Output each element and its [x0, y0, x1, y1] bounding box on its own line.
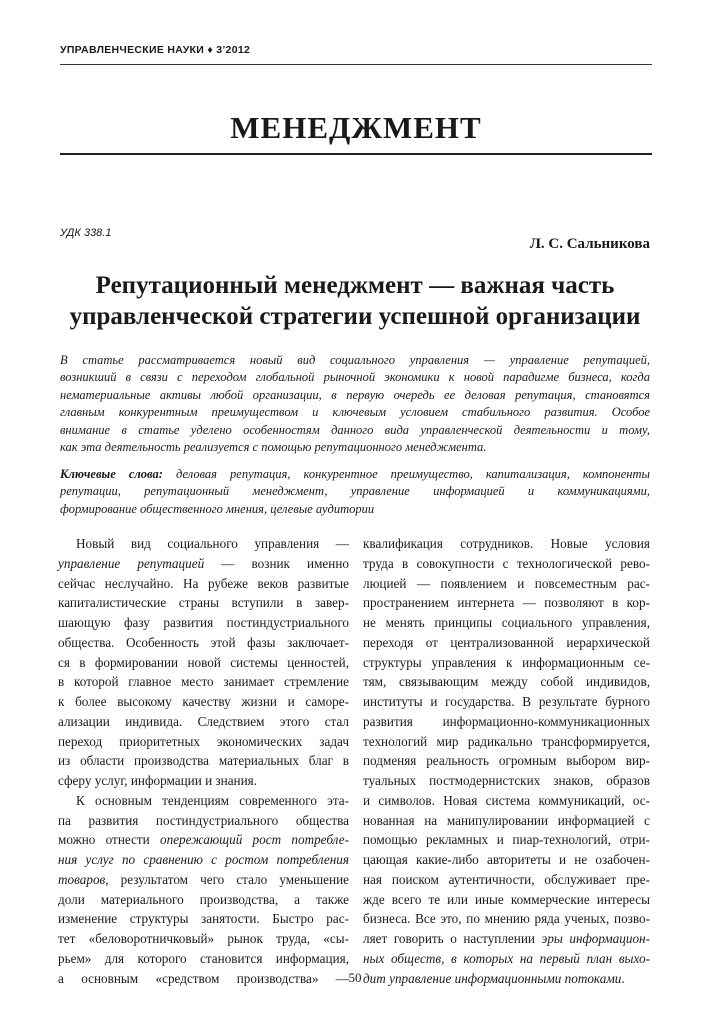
- abstract-line: как эта деятельность реализуется с помощью репутационного менеджмента.: [60, 440, 487, 455]
- body-text-line: [58, 811, 349, 831]
- body-text-line: [363, 771, 650, 791]
- body-text-line: [363, 692, 650, 712]
- body-text-line: [363, 850, 650, 870]
- body-text: ся в формировании новой системы ценностей,: [58, 654, 349, 670]
- body-text-line: [58, 751, 349, 771]
- running-head: УПРАВЛЕНЧЕСКИЕ НАУКИ ♦ 3’2012: [60, 44, 251, 56]
- body-text-line: [363, 791, 650, 811]
- section-rule: [60, 153, 652, 155]
- body-text: институты и государства. В результате бурного: [363, 694, 650, 709]
- body-text: технологий мир радикально трансформируется,: [363, 733, 650, 749]
- body-column-right: [363, 534, 650, 988]
- body-text-line: [58, 791, 349, 811]
- body-text-line: [363, 732, 650, 752]
- body-text: переход приоритетных экономических задач: [58, 733, 349, 749]
- article-title: [40, 270, 670, 332]
- body-text: — возник именно: [204, 555, 349, 571]
- body-text: нованная на манипулировании информацией с: [363, 812, 650, 828]
- body-text-line: [363, 929, 650, 949]
- body-text: можно отнести: [58, 832, 160, 848]
- body-text: из области производства материальных благ в: [58, 753, 349, 769]
- body-text: бизнеса. Все это, по мнению ряда ученых, позво-: [363, 911, 650, 927]
- body-text: .: [621, 970, 625, 986]
- keywords-line: репутации, репутационный менеджмент, управление информацией и коммуникациями,: [60, 484, 650, 499]
- body-text: подменяя реальность огромным выбором вир-: [363, 753, 650, 769]
- body-text-line: [58, 949, 349, 969]
- abstract-line: нематериальные активы любой организации, в первую очередь ее деловая репутация, становятся: [60, 387, 650, 402]
- body-text: а основным «средством производства» —: [58, 970, 349, 986]
- body-text-line: [363, 633, 650, 653]
- body-text-line: [58, 574, 349, 594]
- body-text: помощью рекламных и пиар-технологий, отри-: [363, 832, 650, 848]
- body-text: , результатом чего стало уменьшение: [105, 871, 349, 887]
- body-text: сферу услуг, информации и знания.: [58, 773, 258, 788]
- body-text-line: [58, 771, 349, 791]
- article-title-line: Репутационный менеджмент — важная часть: [95, 272, 615, 299]
- abstract: [60, 352, 650, 456]
- body-text-emphasis: опережающий рост потребле-: [160, 832, 349, 848]
- body-text-line: [58, 909, 349, 929]
- body-text: пространением интернета — позволяют в кор-: [363, 595, 650, 611]
- body-text-line: [363, 554, 650, 574]
- body-text: тям, связывающим между собой индивидов,: [363, 674, 650, 690]
- udk-code: УДК 338.1: [60, 227, 112, 239]
- article-title-line: управленческой стратегии успешной организации: [69, 303, 641, 330]
- body-text: жде всего те или иные коммерческие интересы: [363, 891, 650, 907]
- body-text: доли материального производства, а также: [58, 891, 349, 907]
- keywords: [60, 466, 650, 518]
- body-text-line: [363, 593, 650, 613]
- body-text-line: [363, 574, 650, 594]
- body-text: в которой главное место занимает стремление: [58, 674, 349, 690]
- body-text: к более высокому качеству жизни и саморе-: [58, 694, 349, 709]
- body-text-line: [58, 534, 349, 554]
- body-text-line: [363, 909, 650, 929]
- body-text-line: [58, 692, 349, 712]
- keywords-label: Ключевые слова:: [60, 467, 163, 481]
- body-text: не менять принципы социального управления,: [363, 615, 650, 630]
- abstract-line: возникший в связи с переходом глобальной рыночной экономики к новой парадигме бизнеса, когда: [60, 370, 650, 385]
- body-text-line: [363, 613, 650, 633]
- body-text-line: [58, 870, 349, 890]
- body-text-line: [58, 830, 349, 850]
- body-column-left: [58, 534, 349, 988]
- body-text: структуры управления к информационным се-: [363, 654, 650, 670]
- abstract-line: главным конкурентным преимуществом и ключевым условием стабильного развития. Особое: [60, 405, 650, 420]
- keywords-text: деловая репутация, конкурентное преимущество, капитализация, компоненты: [162, 467, 650, 481]
- body-text: Новый вид социального управления —: [76, 536, 349, 551]
- page-number: 50: [348, 970, 362, 985]
- body-text: рьем» для которого становится информация,: [58, 950, 349, 966]
- body-text-line: [363, 830, 650, 850]
- body-text: тет «беловоротничковый» рынок труда, «сы-: [58, 931, 349, 946]
- section-title: МЕНЕДЖМЕНТ: [230, 110, 482, 145]
- body-text-line: [363, 653, 650, 673]
- body-text: цающая какие-либо авторитеты и не озабочен-: [363, 852, 650, 867]
- body-text-line: [363, 712, 650, 732]
- body-text-line: [363, 534, 650, 554]
- keywords-line: формирование общественного мнения, целевые аудитории: [60, 501, 375, 516]
- body-text-emphasis: ния услуг по сравнению с ростом потребления: [58, 852, 349, 867]
- body-text-line: [58, 890, 349, 910]
- keywords-line: [60, 466, 650, 483]
- body-text: люцией — появлением и повсеместным рас-: [363, 575, 650, 591]
- body-text: общества. Особенность этой фазы заключает-: [58, 634, 349, 650]
- body-text: туальных постмодернистских знаков, образов: [363, 773, 650, 788]
- body-text-line: [58, 712, 349, 732]
- body-text-line: [363, 811, 650, 831]
- body-text-emphasis: дит управление информационными потоками: [363, 970, 622, 986]
- body-text-line: [363, 890, 650, 910]
- body-text-line: [58, 929, 349, 949]
- body-text: сейчас неслучайно. На рубеже веков развитые: [58, 575, 349, 591]
- header-rule: [60, 64, 652, 65]
- body-text: ализации индивида. Следствием этого стал: [58, 713, 349, 729]
- body-text-line: [363, 870, 650, 890]
- abstract-line: В статье рассматривается новый вид социального управления — управление репутацией,: [60, 353, 650, 367]
- body-text-line: [363, 672, 650, 692]
- author-name: Л. С. Сальникова: [529, 236, 650, 252]
- body-text: шающую фазу развития постиндустриального: [58, 615, 349, 630]
- body-text: квалификация сотрудников. Новые условия: [363, 536, 650, 551]
- body-text-line: [363, 751, 650, 771]
- body-text: переходя от централизованной иерархической: [363, 634, 650, 650]
- body-text-line: [58, 732, 349, 752]
- body-text-emphasis: управление репутацией: [58, 555, 205, 571]
- body-text-line: [363, 949, 650, 969]
- body-text-line: [58, 850, 349, 870]
- body-text-line: [58, 633, 349, 653]
- body-text-line: [58, 593, 349, 613]
- body-text: капиталистические страны вступили в завер-: [58, 595, 349, 611]
- body-text-emphasis: эры информацион-: [541, 931, 650, 946]
- body-text-line: [58, 554, 349, 574]
- body-text-emphasis: ных обществ, в которых на первый план выхо-: [363, 950, 650, 966]
- body-text: ляет говорить о наступлении: [363, 931, 542, 946]
- body-text-line: [58, 653, 349, 673]
- body-text: развития информационно-коммуникационных: [363, 713, 650, 729]
- body-text-line: [58, 672, 349, 692]
- abstract-line: внимание в статье уделено особенностям данного вида управленческой деятельности и тому,: [60, 422, 650, 437]
- body-text: и символов. Новая система коммуникаций, ос-: [363, 792, 650, 808]
- body-text: па развития постиндустриального общества: [58, 812, 349, 828]
- body-text: труда в совокупности с технологической рево-: [363, 555, 650, 571]
- body-text: изменение структуры занятости. Быстро рас-: [58, 911, 349, 927]
- body-text: К основным тенденциям современного эта-: [76, 792, 349, 808]
- body-text-line: [58, 613, 349, 633]
- body-text: ная поиском аутентичности, обслуживает пре-: [363, 871, 650, 887]
- body-text-emphasis: товаров: [58, 871, 106, 887]
